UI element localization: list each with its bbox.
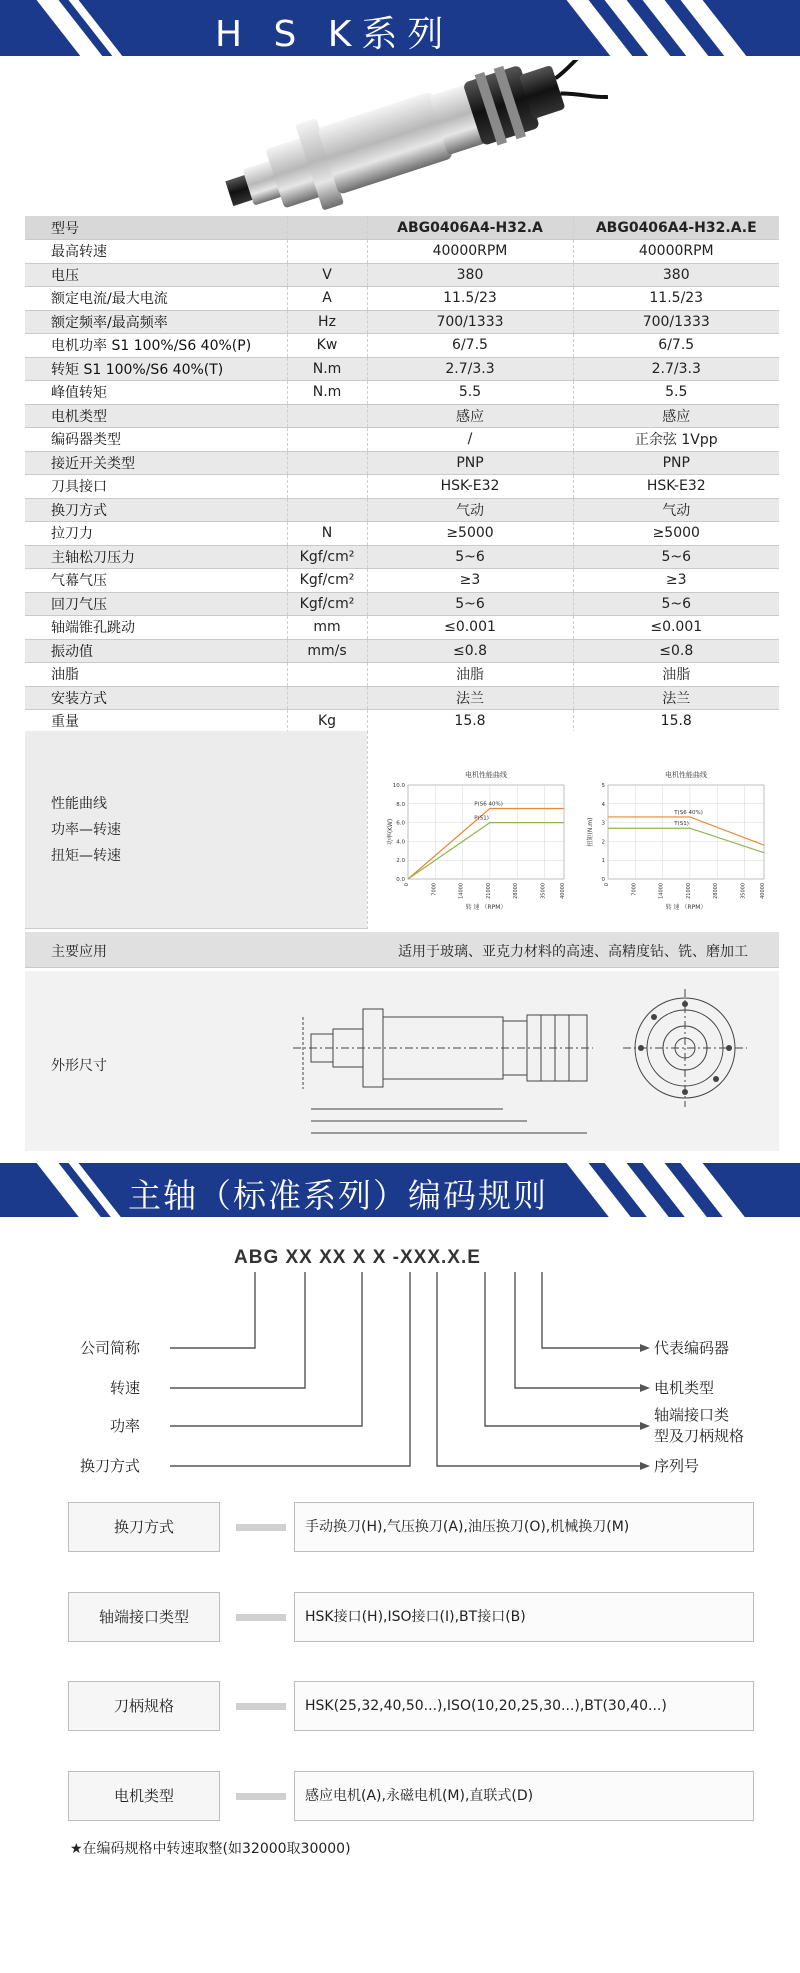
spec-v2: ≥5000 (573, 522, 779, 546)
spec-row (25, 639, 779, 663)
rule-row (68, 1771, 754, 1821)
label-power: 功率 (110, 1417, 141, 1435)
x-tick-label: 14000 (458, 883, 465, 899)
power-speed-label: 功率—转速 (51, 822, 121, 838)
spec-v2: ≤0.001 (573, 616, 779, 640)
spec-row (25, 475, 779, 499)
spec-v1: 法兰 (367, 686, 573, 710)
x-tick-label: 40000 (760, 883, 766, 899)
page-title: H S K系列 (215, 14, 454, 55)
spec-unit: V (287, 263, 367, 287)
label-serial: 序列号 (654, 1457, 700, 1475)
x-tick-label: 28000 (713, 883, 720, 899)
spec-v1: ABG0406A4-H32.A (367, 216, 573, 240)
spec-row (25, 428, 779, 452)
spec-v2: 2.7/3.3 (573, 357, 779, 381)
spec-row (25, 381, 779, 405)
spec-v2: 5~6 (573, 592, 779, 616)
label-speed: 转速 (110, 1379, 141, 1397)
spec-label: 编码器类型 (25, 428, 287, 452)
label-tool-change: 换刀方式 (80, 1457, 141, 1475)
spec-v2: 380 (573, 263, 779, 287)
rule-key: 刀柄规格 (68, 1681, 220, 1731)
spec-unit: Kg (287, 710, 367, 734)
x-tick-label: 0 (404, 883, 410, 887)
main-application-row (25, 932, 779, 968)
spec-label: 拉刀力 (25, 522, 287, 546)
spec-label: 峰值转矩 (25, 381, 287, 405)
y-tick-label: 2 (601, 839, 605, 846)
spec-v1: 380 (367, 263, 573, 287)
spec-v2: HSK-E32 (573, 475, 779, 499)
spec-row (25, 287, 779, 311)
spec-row (25, 451, 779, 475)
spec-label: 转矩 S1 100%/S6 40%(T) (25, 357, 287, 381)
spec-row (25, 498, 779, 522)
spec-label: 刀具接口 (25, 475, 287, 499)
spec-v1: ≥5000 (367, 522, 573, 546)
spec-unit: Kgf/cm² (287, 592, 367, 616)
spec-label: 回刀气压 (25, 592, 287, 616)
rule-key: 轴端接口类型 (68, 1592, 220, 1642)
spec-unit (287, 475, 367, 499)
spec-row (25, 592, 779, 616)
spec-label: 接近开关类型 (25, 451, 287, 475)
y-tick-label: 8.0 (396, 801, 405, 808)
spec-unit: mm/s (287, 639, 367, 663)
spec-v1: / (367, 428, 573, 452)
spec-label: 额定电流/最大电流 (25, 287, 287, 311)
coding-title: 主轴（标准系列）编码规则 (128, 1176, 548, 1215)
dimension-label: 外形尺寸 (51, 1058, 107, 1074)
rule-row (68, 1592, 754, 1642)
spec-v1: 5.5 (367, 381, 573, 405)
dimension-section (25, 971, 779, 1151)
label-motor-type: 电机类型 (654, 1379, 715, 1397)
spec-row (25, 545, 779, 569)
spec-v1: 2.7/3.3 (367, 357, 573, 381)
rule-key: 换刀方式 (68, 1502, 220, 1552)
y-tick-label: 0 (601, 877, 605, 883)
y-tick-label: 3 (601, 820, 605, 827)
spec-unit: Kw (287, 334, 367, 358)
spec-row (25, 522, 779, 546)
x-tick-label: 40000 (560, 883, 566, 899)
dimension-drawing (293, 979, 773, 1143)
spec-table (25, 216, 779, 734)
plot-area (608, 785, 764, 879)
spec-unit: N.m (287, 381, 367, 405)
spec-v1: 5~6 (367, 545, 573, 569)
spindle-product-image (200, 60, 620, 210)
x-axis-label: 转 速 （RPM） (465, 904, 507, 911)
spec-row (25, 569, 779, 593)
rule-row (68, 1502, 754, 1552)
spec-label: 电机功率 S1 100%/S6 40%(P) (25, 334, 287, 358)
rule-key: 电机类型 (68, 1771, 220, 1821)
spec-v1: 11.5/23 (367, 287, 573, 311)
spec-label: 电机类型 (25, 404, 287, 428)
x-tick-label: 14000 (658, 883, 665, 899)
spec-v2: 气动 (573, 498, 779, 522)
y-axis-label: 扭矩(N.m) (587, 817, 594, 847)
x-axis-label: 转 速 （RPM） (665, 904, 707, 911)
spec-v1: HSK-E32 (367, 475, 573, 499)
y-tick-label: 10.0 (392, 783, 405, 789)
spec-v2: ≤0.8 (573, 639, 779, 663)
spec-v1: 5~6 (367, 592, 573, 616)
spec-unit: Kgf/cm² (287, 545, 367, 569)
spec-row (25, 216, 779, 240)
chart-title: 电机性能曲线 (465, 771, 507, 779)
spec-v2: ≥3 (573, 569, 779, 593)
spec-row (25, 710, 779, 734)
rule-desc: HSK接口(H),ISO接口(I),BT接口(B) (294, 1592, 754, 1642)
spec-v1: PNP (367, 451, 573, 475)
spec-unit (287, 451, 367, 475)
header-banner (0, 0, 800, 56)
plot-area (408, 785, 564, 879)
rule-desc: HSK(25,32,40,50...),ISO(10,20,25,30...),BT(30,40...) (294, 1681, 754, 1731)
spec-label: 轴端锥孔跳动 (25, 616, 287, 640)
spec-v2: 6/7.5 (573, 334, 779, 358)
spec-v2: 法兰 (573, 686, 779, 710)
spec-v1: 感应 (367, 404, 573, 428)
x-tick-label: 21000 (485, 883, 492, 899)
chart-title: 电机性能曲线 (665, 771, 707, 779)
spec-v1: 40000RPM (367, 240, 573, 264)
spec-row (25, 357, 779, 381)
spec-label: 电压 (25, 263, 287, 287)
coding-banner (0, 1163, 800, 1217)
spec-v2: 700/1333 (573, 310, 779, 334)
spec-v2: 40000RPM (573, 240, 779, 264)
spec-label: 气幕气压 (25, 569, 287, 593)
x-tick-label: 7000 (631, 883, 638, 896)
spec-v1: 15.8 (367, 710, 573, 734)
series-label: T(S1) (674, 821, 689, 828)
y-tick-label: 0.0 (396, 877, 405, 883)
spec-row (25, 686, 779, 710)
spec-row (25, 263, 779, 287)
spec-v2: 5.5 (573, 381, 779, 405)
spec-unit: N (287, 522, 367, 546)
y-tick-label: 4 (601, 801, 605, 808)
x-tick-label: 0 (604, 883, 610, 887)
spec-unit: Hz (287, 310, 367, 334)
x-tick-label: 35000 (740, 883, 747, 899)
spec-v1: 700/1333 (367, 310, 573, 334)
spec-v1: 油脂 (367, 663, 573, 687)
label-interface-1: 轴端接口类 (654, 1406, 730, 1424)
label-interface-2: 型及刀柄规格 (654, 1427, 745, 1445)
rule-row (68, 1681, 754, 1731)
power-speed-chart (382, 767, 572, 917)
y-tick-label: 6.0 (396, 820, 405, 827)
torque-speed-chart (582, 767, 772, 917)
spec-v2: 5~6 (573, 545, 779, 569)
spec-unit (287, 498, 367, 522)
spec-unit (287, 404, 367, 428)
x-tick-label: 7000 (431, 883, 438, 896)
spec-label: 重量 (25, 710, 287, 734)
rule-desc: 感应电机(A),永磁电机(M),直联式(D) (294, 1771, 754, 1821)
spec-label: 换刀方式 (25, 498, 287, 522)
spec-row (25, 240, 779, 264)
spec-label: 型号 (25, 216, 287, 240)
spec-v2: 感应 (573, 404, 779, 428)
spec-unit (287, 663, 367, 687)
spec-v2: 正余弦 1Vpp (573, 428, 779, 452)
spec-unit (287, 428, 367, 452)
spec-label: 最高转速 (25, 240, 287, 264)
series-label: P(S1) (474, 815, 489, 822)
y-tick-label: 2.0 (396, 858, 405, 865)
spec-unit: A (287, 287, 367, 311)
spec-row (25, 310, 779, 334)
x-tick-label: 35000 (540, 883, 547, 899)
spec-unit (287, 240, 367, 264)
perf-label: 性能曲线 (51, 796, 107, 812)
y-tick-label: 5 (601, 783, 605, 789)
spec-v2: PNP (573, 451, 779, 475)
spec-v2: ABG0406A4-H32.A.E (573, 216, 779, 240)
torque-speed-label: 扭矩—转速 (51, 848, 121, 864)
spec-v2: 11.5/23 (573, 287, 779, 311)
spec-v1: 气动 (367, 498, 573, 522)
spec-v1: ≤0.001 (367, 616, 573, 640)
spec-v1: ≤0.8 (367, 639, 573, 663)
series-label: P(S6 40%) (474, 801, 503, 808)
app-value: 适用于玻璃、亚克力材料的高速、高精度钻、铣、磨加工 (398, 944, 748, 960)
x-tick-label: 21000 (685, 883, 692, 899)
spec-label: 主轴松刀压力 (25, 545, 287, 569)
spec-label: 振动值 (25, 639, 287, 663)
model-code: ABG XX XX X X -XXX.X.E (234, 1247, 481, 1268)
footnote: ★在编码规格中转速取整(如32000取30000) (70, 1841, 351, 1857)
x-tick-label: 28000 (513, 883, 520, 899)
spec-label: 额定频率/最高频率 (25, 310, 287, 334)
spec-label: 油脂 (25, 663, 287, 687)
spec-v2: 15.8 (573, 710, 779, 734)
y-tick-label: 1 (601, 858, 605, 865)
app-label: 主要应用 (51, 944, 107, 960)
label-company: 公司简称 (80, 1339, 141, 1357)
label-encoder: 代表编码器 (654, 1339, 730, 1357)
spec-unit: Kgf/cm² (287, 569, 367, 593)
spec-row (25, 334, 779, 358)
spec-v1: ≥3 (367, 569, 573, 593)
spec-unit (287, 216, 367, 240)
spec-row (25, 616, 779, 640)
spec-row (25, 663, 779, 687)
spec-row (25, 404, 779, 428)
spec-v1: 6/7.5 (367, 334, 573, 358)
y-tick-label: 4.0 (396, 839, 405, 846)
spec-unit (287, 686, 367, 710)
performance-curve-section (25, 731, 779, 929)
spec-unit: N.m (287, 357, 367, 381)
spec-label: 安装方式 (25, 686, 287, 710)
rule-desc: 手动换刀(H),气压换刀(A),油压换刀(O),机械换刀(M) (294, 1502, 754, 1552)
spec-unit: mm (287, 616, 367, 640)
series-label: T(S6 40%) (674, 809, 703, 816)
y-axis-label: 功率(KW) (387, 818, 394, 846)
spec-v2: 油脂 (573, 663, 779, 687)
